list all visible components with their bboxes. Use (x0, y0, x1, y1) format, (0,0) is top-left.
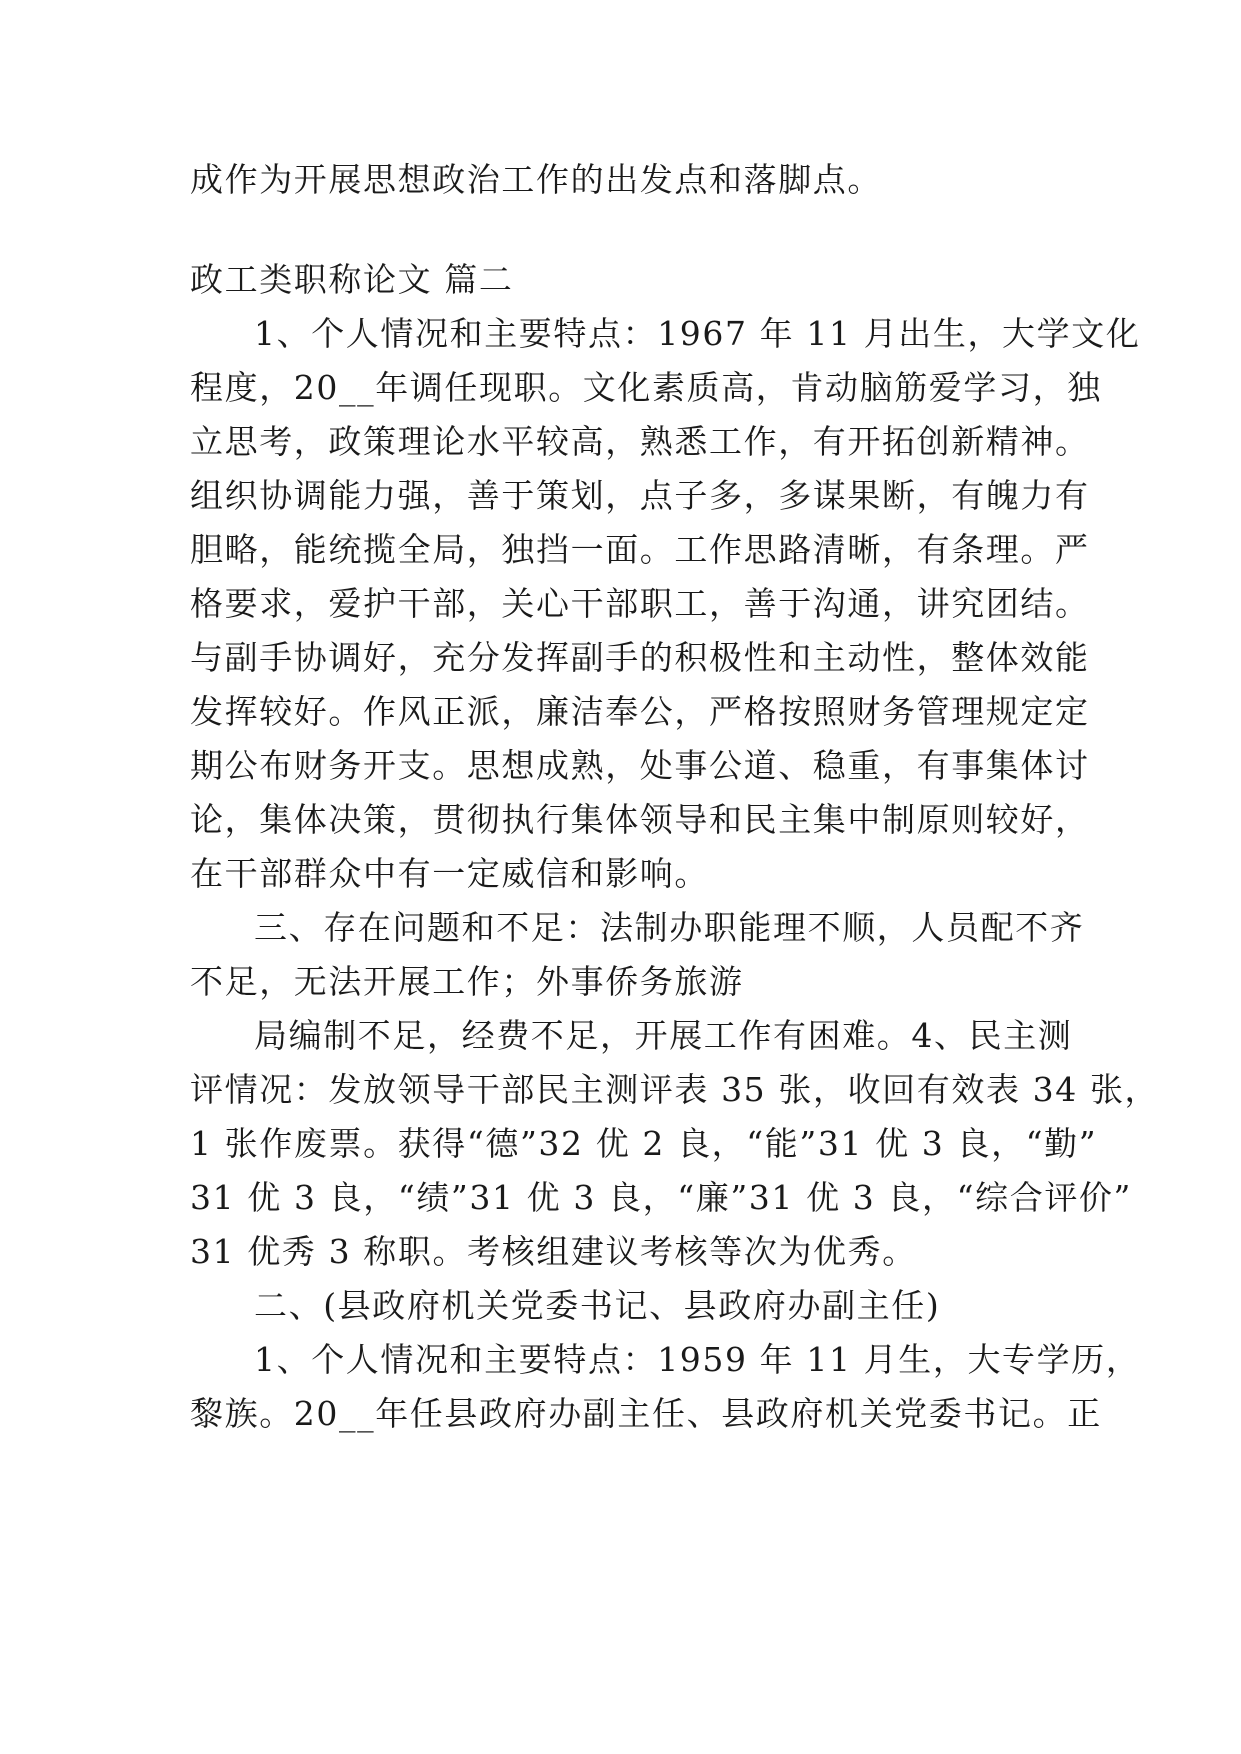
paragraph-line: 立思考，政策理论水平较高，熟悉工作，有开拓创新精神。 (190, 422, 1090, 461)
paragraph-line: 评情况：发放领导干部民主测评表 35 张，收回有效表 34 张， (190, 1070, 1160, 1109)
paragraph-line: 与副手协调好，充分发挥副手的积极性和主动性，整体效能 (190, 638, 1090, 677)
paragraph-line: 在干部群众中有一定威信和影响。 (190, 854, 709, 893)
paragraph-line: 黎族。20__年任县政府办副主任、县政府机关党委书记。正 (190, 1394, 1102, 1433)
paragraph-line: 31 优 3 良，“绩”31 优 3 良，“廉”31 优 3 良，“综合评价” (190, 1178, 1132, 1217)
paragraph-line: 1 张作废票。获得“德”32 优 2 良，“能”31 优 3 良，“勤” (190, 1124, 1098, 1163)
paragraph-line: 论，集体决策，贯彻执行集体领导和民主集中制原则较好， (190, 800, 1090, 839)
section-heading: 政工类职称论文 篇二 (190, 260, 514, 299)
paragraph-line: 成作为开展思想政治工作的出发点和落脚点。 (190, 160, 882, 199)
paragraph-line: 格要求，爱护干部，关心干部职工，善于沟通，讲究团结。 (190, 584, 1090, 623)
paragraph-line: 1、个人情况和主要特点：1967 年 11 月出生，大学文化 (254, 314, 1141, 353)
paragraph-line: 程度，20__年调任现职。文化素质高，肯动脑筋爱学习，独 (190, 368, 1102, 407)
paragraph-line: 局编制不足，经费不足，开展工作有困难。4、民主测 (254, 1016, 1073, 1055)
paragraph-line: 组织协调能力强，善于策划，点子多，多谋果断，有魄力有 (190, 476, 1090, 515)
paragraph-line: 不足，无法开展工作；外事侨务旅游 (190, 962, 744, 1001)
paragraph-line: 期公布财务开支。思想成熟，处事公道、稳重，有事集体讨 (190, 746, 1090, 785)
paragraph-line: 三、存在问题和不足：法制办职能理不顺，人员配不齐 (254, 908, 1085, 947)
paragraph-line: 31 优秀 3 称职。考核组建议考核等次为优秀。 (190, 1232, 917, 1271)
paragraph-line: 发挥较好。作风正派，廉洁奉公，严格按照财务管理规定定 (190, 692, 1090, 731)
paragraph-line: 1、个人情况和主要特点：1959 年 11 月生，大专学历， (254, 1340, 1141, 1379)
paragraph-line: 胆略，能统揽全局，独挡一面。工作思路清晰，有条理。严 (190, 530, 1090, 569)
paragraph-line: 二、(县政府机关党委书记、县政府办副主任) (254, 1286, 941, 1325)
